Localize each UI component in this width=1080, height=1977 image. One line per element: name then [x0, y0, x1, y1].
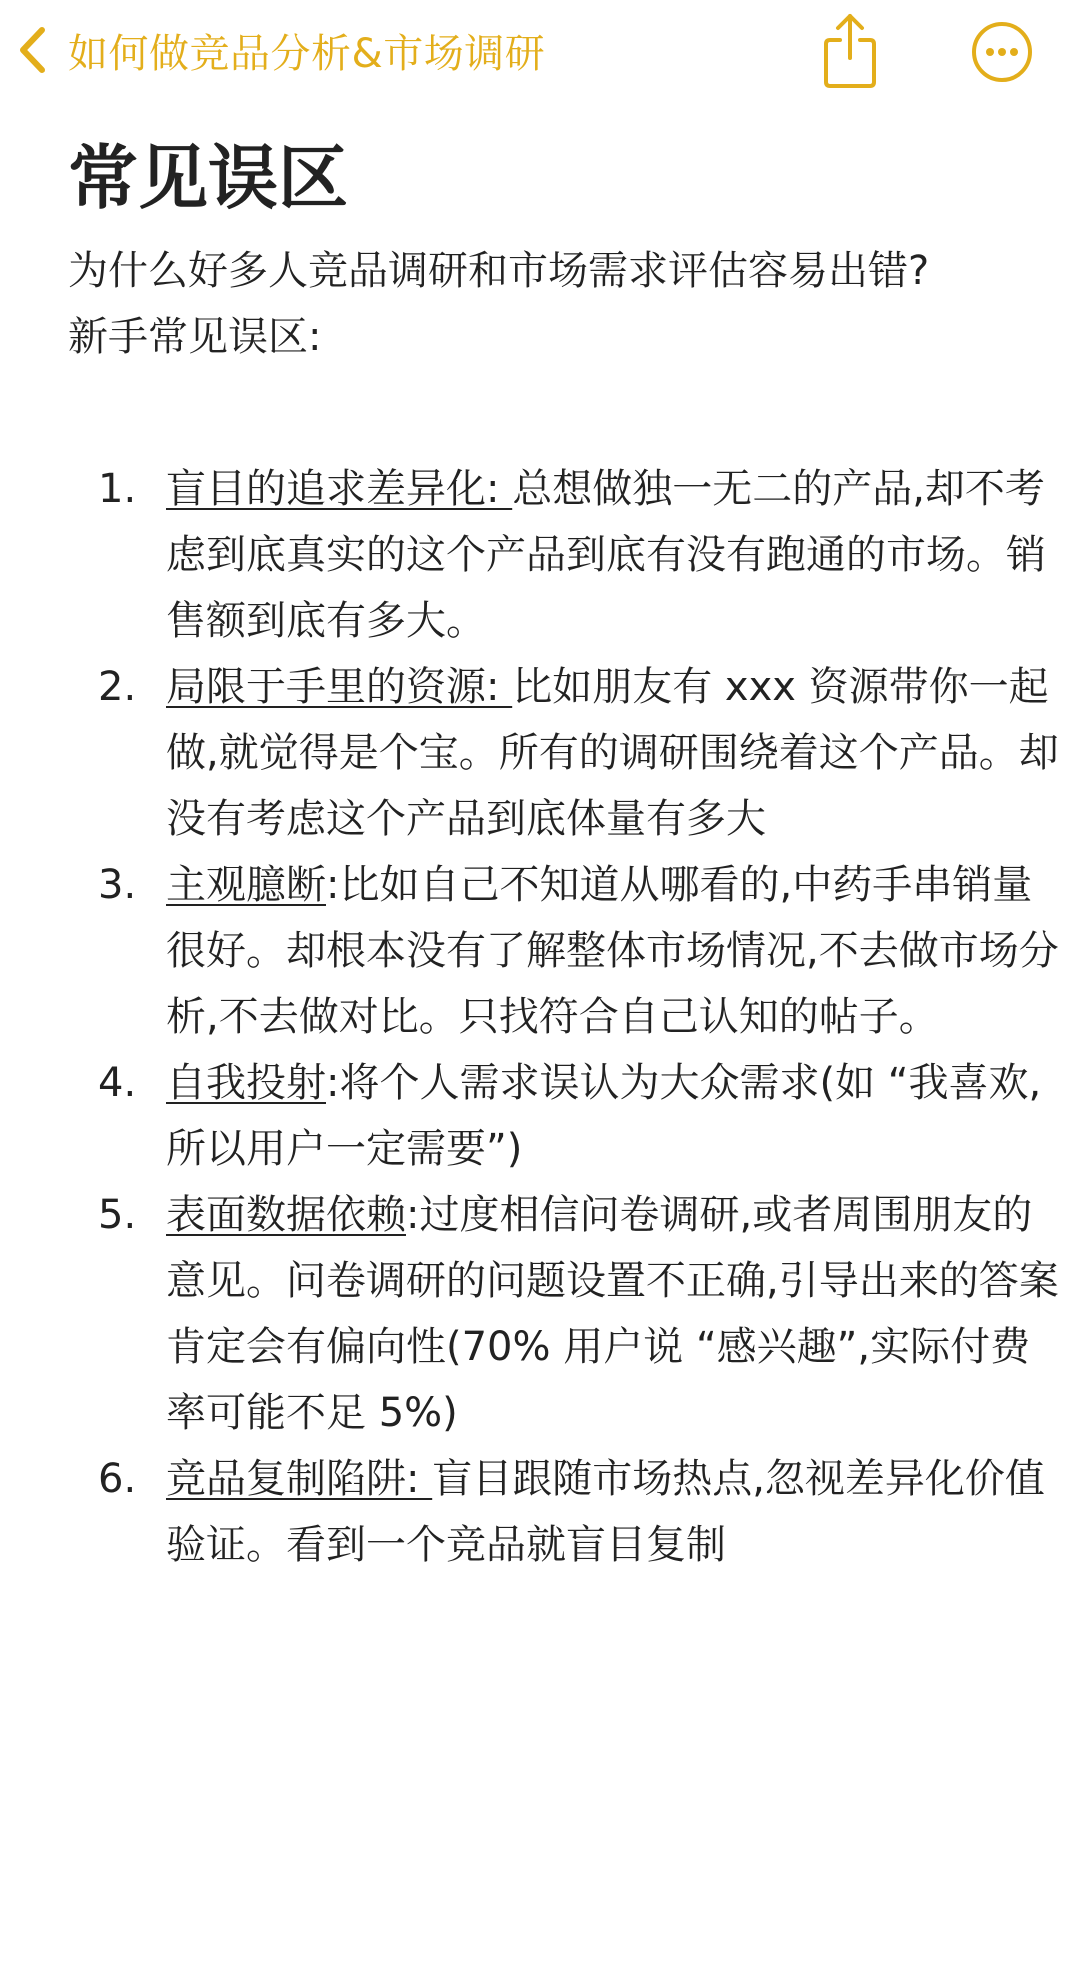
note-body[interactable] [68, 118, 1059, 1578]
list-item [68, 1050, 1066, 1182]
item-number: 6. [98, 1456, 137, 1502]
item-text: :过度相信问卷调研,或者周围朋友的意见。问卷调研的问题设置不正确,引导出来的答案肯定会有偏向性(70% 用户说 “感兴趣”,实际付费率可能不足 5%) [166, 1192, 1059, 1436]
item-number: 1. [98, 466, 137, 512]
item-number: 5. [98, 1192, 137, 1238]
item-term: 竞品复制陷阱: [166, 1456, 433, 1502]
item-term: 盲目的追求差异化: [166, 466, 513, 512]
chevron-left-icon [18, 26, 46, 74]
item-term: 主观臆断 [166, 862, 326, 908]
list-item [68, 654, 1066, 852]
share-icon [818, 10, 882, 90]
list-item [68, 456, 1066, 654]
item-text: :比如自己不知道从哪看的,中药手串销量很好。却根本没有了解整体市场情况,不去做市场分析,不去做对比。只找符合自己认知的帖子。 [166, 862, 1059, 1040]
item-text: 盲目跟随市场热点,忽视差异化价值验证。看到一个竞品就盲目复制 [166, 1456, 1045, 1568]
more-button[interactable] [970, 20, 1034, 84]
note-question: 为什么好多人竞品调研和市场需求评估容易出错? [68, 248, 930, 294]
list-item [68, 1182, 1066, 1446]
back-button[interactable] [18, 16, 545, 84]
back-title[interactable]: 如何做竞品分析&市场调研 [68, 30, 546, 77]
item-term: 表面数据依赖 [166, 1192, 406, 1238]
list-item [68, 1446, 1066, 1578]
more-icon [970, 20, 1034, 84]
item-text: 总想做独一无二的产品,却不考虑到底真实的这个产品到底有没有跑通的市场。销售额到底有多大。 [166, 466, 1046, 644]
item-number: 3. [98, 862, 137, 908]
nav-bar [0, 0, 1080, 100]
note-heading: 常见误区 [68, 137, 348, 219]
item-text: :将个人需求误认为大众需求(如 “我喜欢,所以用户一定需要”) [166, 1060, 1042, 1172]
blank-line [68, 370, 1028, 436]
item-number: 2. [98, 664, 137, 710]
list-item [68, 852, 1066, 1050]
note-intro: 新手常见误区: [68, 314, 322, 360]
item-term: 自我投射 [166, 1060, 326, 1106]
item-term: 局限于手里的资源: [166, 664, 513, 710]
mistakes-list [68, 456, 1059, 1578]
item-number: 4. [98, 1060, 137, 1106]
item-text: 比如朋友有 xxx 资源带你一起做,就觉得是个宝。所有的调研围绕着这个产品。却没有考虑这个产品到底体量有多大 [166, 664, 1059, 842]
share-button[interactable] [818, 10, 882, 90]
